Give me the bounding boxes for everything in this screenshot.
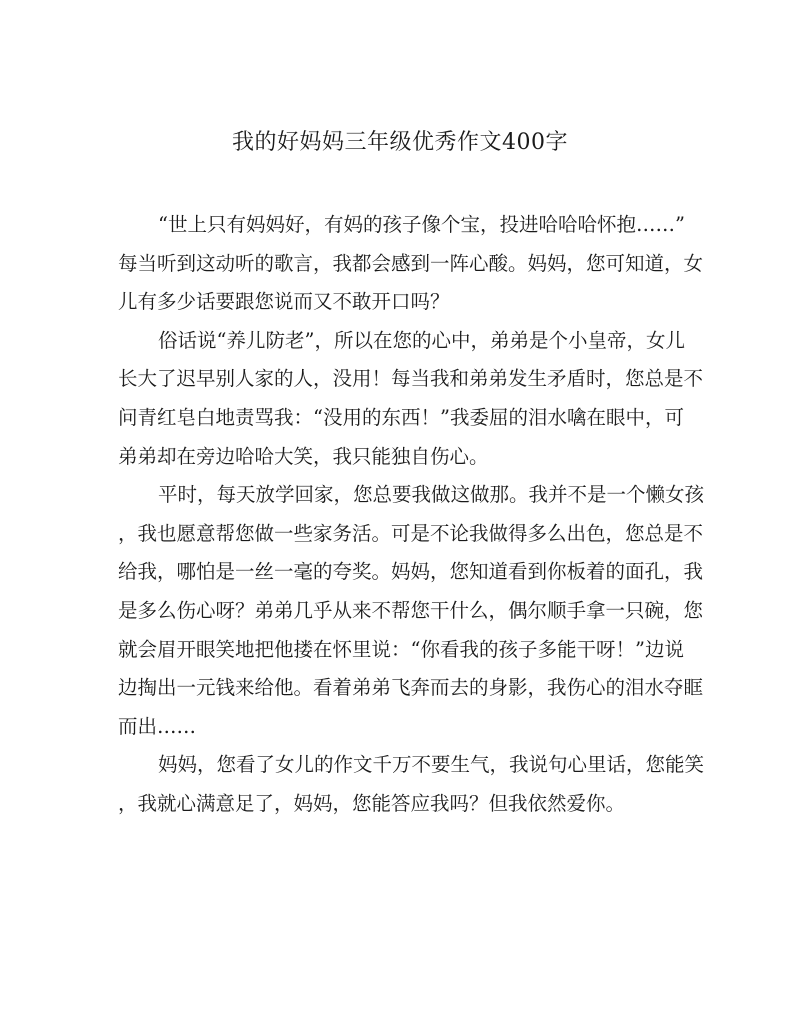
paragraph-line: ，我就心满意足了，妈妈，您能答应我吗？但我依然爱你。 xyxy=(118,791,626,815)
paragraph-1 xyxy=(118,206,704,322)
paragraph-line: 而出…… xyxy=(118,714,197,738)
paragraph-line: 就会眉开眼笑地把他搂在怀里说：“你看我的孩子多能干呀！”边说 xyxy=(118,637,684,661)
paragraph-line: 儿有多少话要跟您说而又不敢开口吗？ xyxy=(118,290,450,314)
paragraph-line: 俗话说“养儿防老”，所以在您的心中，弟弟是个小皇帝，女儿 xyxy=(158,328,685,352)
paragraph-line: 长大了迟早别人家的人，没用！每当我和弟弟发生矛盾时，您总是不 xyxy=(118,367,704,391)
paragraph-line: 给我，哪怕是一丝一毫的夸奖。妈妈，您知道看到你板着的面孔，我 xyxy=(118,560,704,584)
paragraph-line: 是多么伤心呀？弟弟几乎从来不帮您干什么，偶尔顺手拿一只碗，您 xyxy=(118,598,704,622)
paragraph-line: 边掏出一元钱来给他。看着弟弟飞奔而去的身影，我伤心的泪水夺眶 xyxy=(118,676,704,700)
paragraph-line: ，我也愿意帮您做一些家务活。可是不论我做得多么出色，您总是不 xyxy=(118,521,704,545)
paragraph-line: 每当听到这动听的歌言，我都会感到一阵心酸。妈妈，您可知道，女 xyxy=(118,251,704,275)
paragraph-2 xyxy=(118,322,704,476)
paragraph-3 xyxy=(118,476,705,746)
paragraph-line: 妈妈，您看了女儿的作文千万不要生气，我说句心里话，您能笑 xyxy=(158,753,705,777)
paragraph-line: 弟弟却在旁边哈哈大笑，我只能独自伤心。 xyxy=(118,444,489,468)
paragraph-line: 问青红皂白地责骂我：“没用的东西！”我委屈的泪水噙在眼中，可 xyxy=(118,405,684,429)
paragraph-line: “世上只有妈妈好，有妈的孩子像个宝，投进哈哈哈怀抱……” xyxy=(158,213,685,236)
paragraph-4 xyxy=(118,746,705,823)
document-title: 我的好妈妈三年级优秀作文400字 xyxy=(232,130,568,155)
paragraph-line: 平时，每天放学回家，您总要我做这做那。我并不是一个懒女孩 xyxy=(158,483,705,507)
document-body xyxy=(118,206,705,824)
